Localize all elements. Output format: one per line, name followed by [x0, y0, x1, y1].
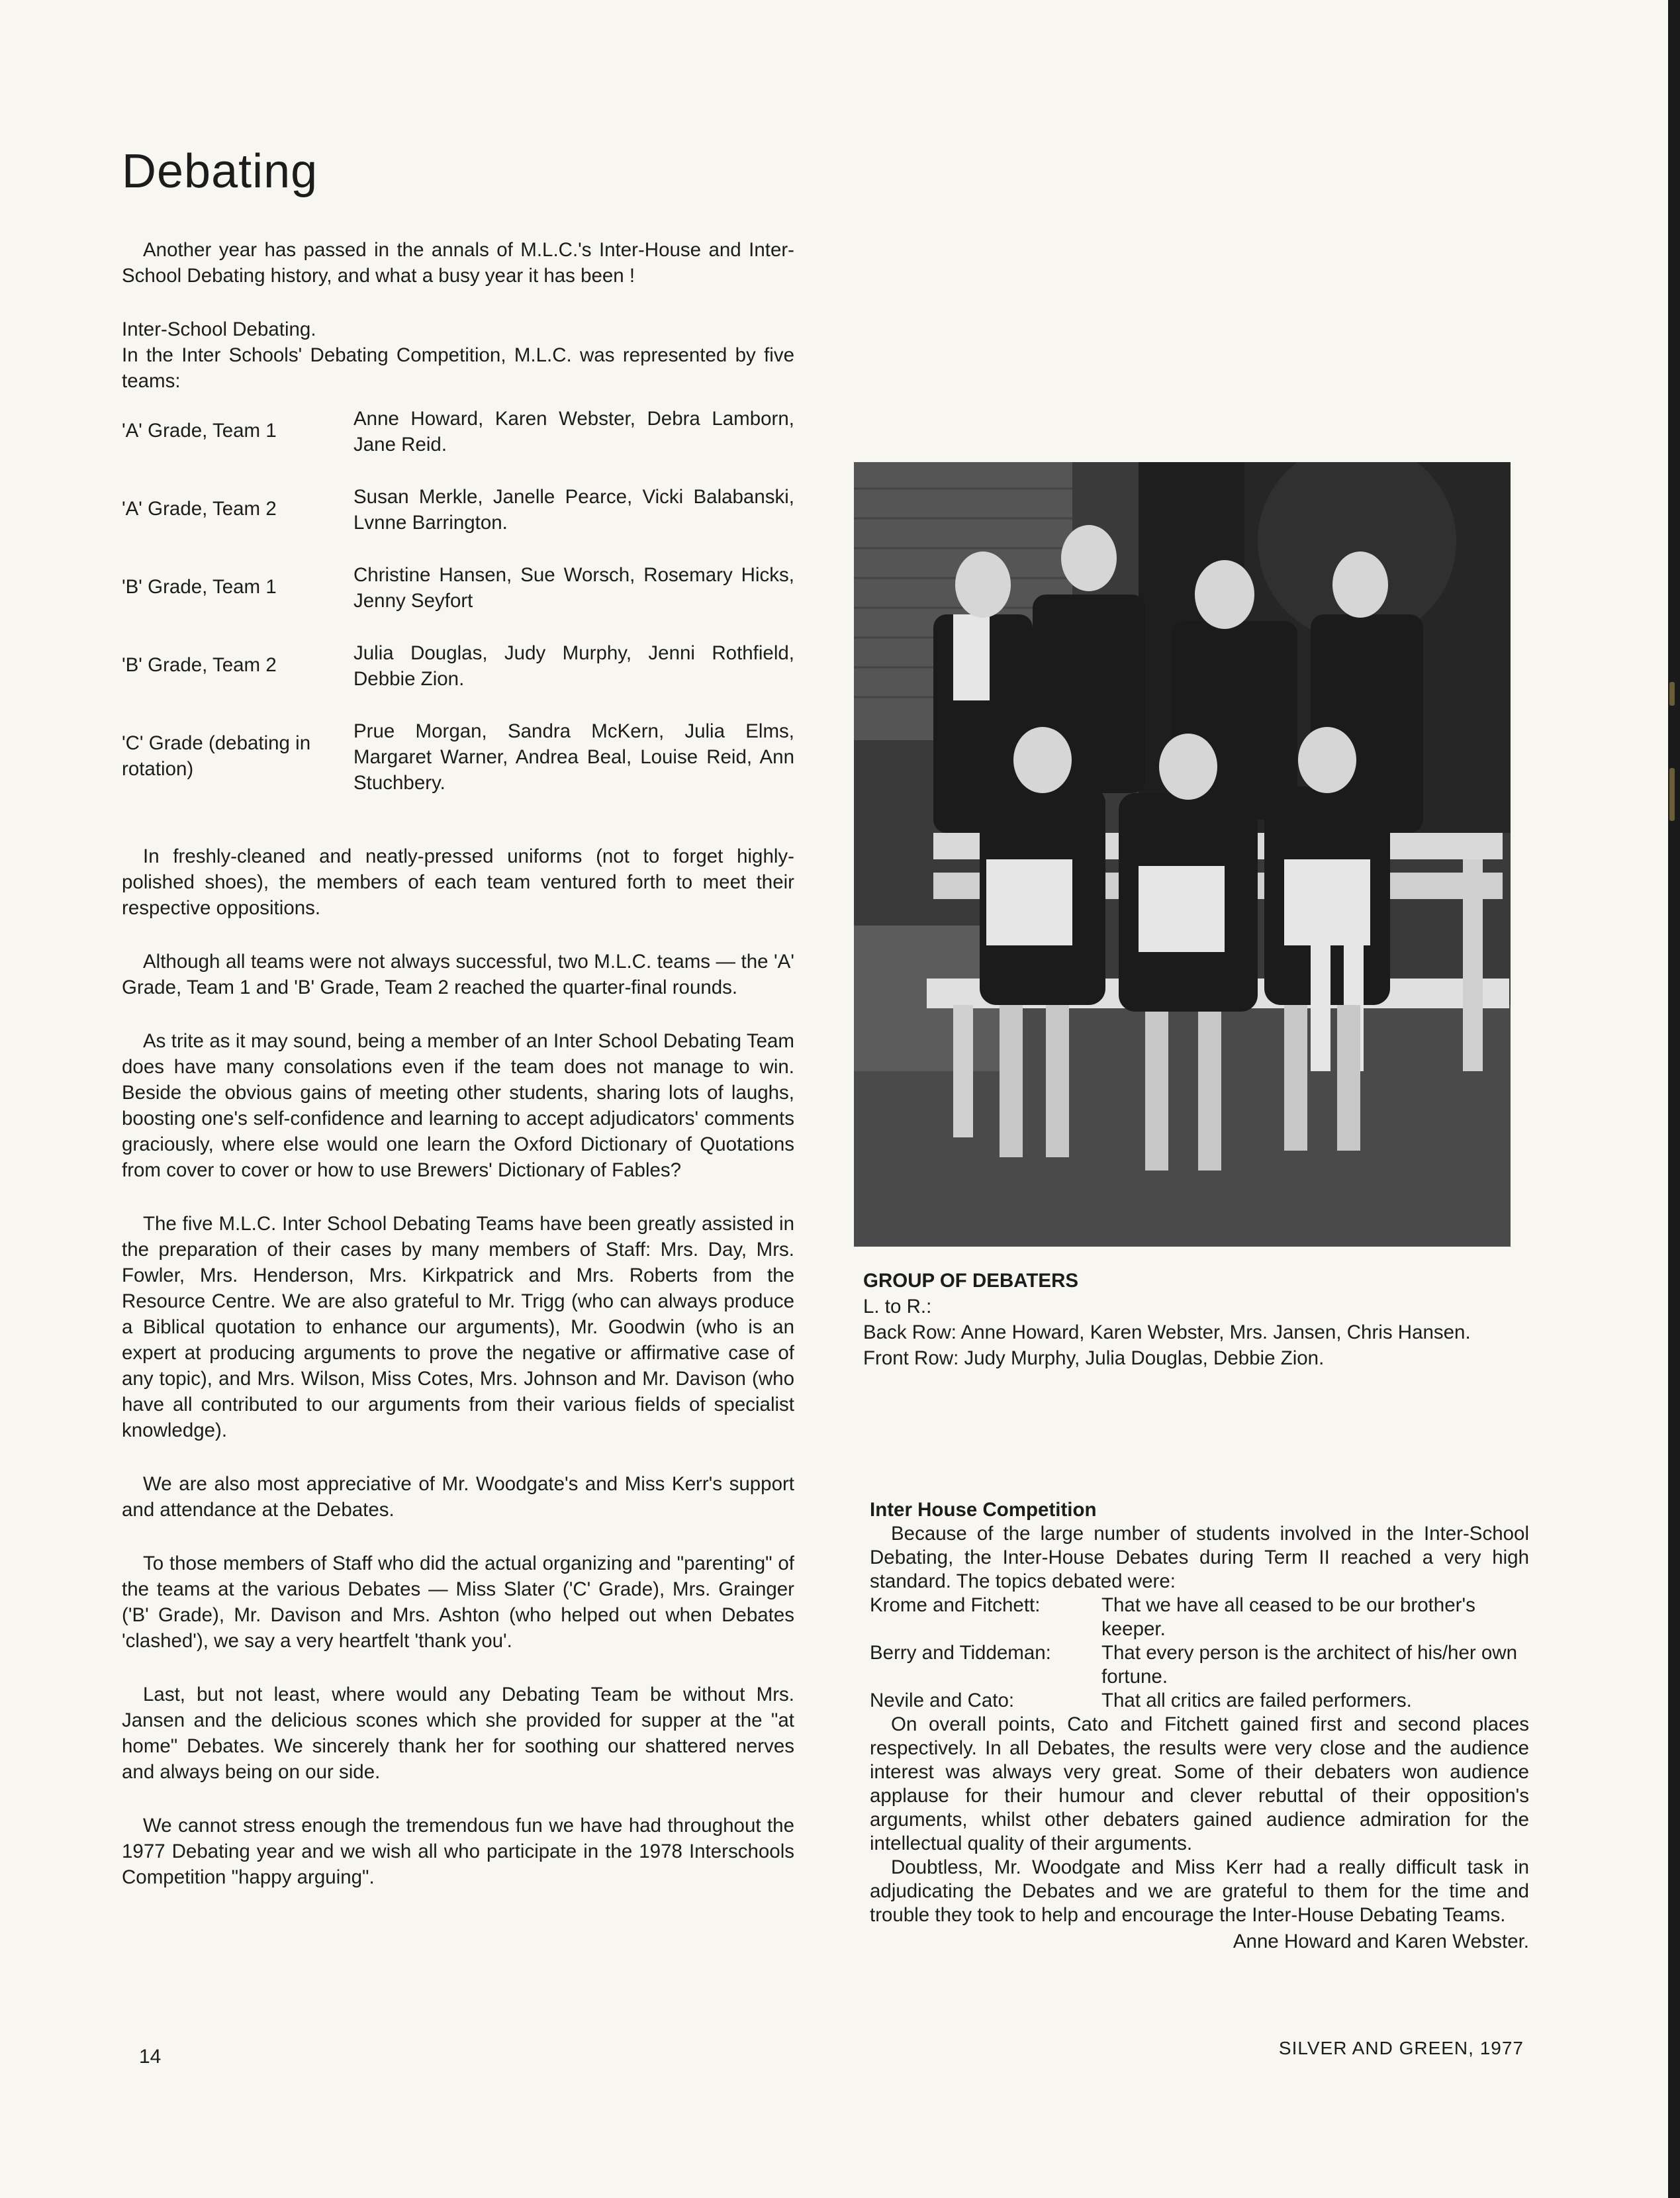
topic-houses: Nevile and Cato:: [870, 1690, 1015, 1711]
body-paragraph: The five M.L.C. Inter School Debating Teams have been greatly assisted in the preparation of their cases by many members of Staff: Mrs. Day, Mrs. Fowler, Mrs. Henderson, Mrs. Kirkpatrick and Mrs. Roberts from the Resource Centre. We are also grateful to Mr. Trigg (who can always produce a Biblical quotation to enhance our arguments), Mr. Goodwin (who is an expert at producing arguments to prove the negative or affirmative case of any topic), and Mrs. Wilson, Miss Cotes, Mrs. Johnson and Mr. Davison (who have all contributed to our arguments from their various fields of specialist knowledge).: [122, 1213, 794, 1441]
body-paragraph: We cannot stress enough the tremendous fun we have had throughout the 1977 Debating year and we wish all who participate in the 1978 Interschools Competition "happy arguing".: [122, 1815, 794, 1888]
caption-heading: GROUP OF DEBATERS: [863, 1270, 1079, 1292]
body-paragraph: To those members of Staff who did the actual organizing and "parenting" of the teams at the various Debates — Miss Slater ('C' Grade), Mrs. Grainger ('B' Grade), Mr. Davison and Mrs. Ashton (who helped out when Debates 'clashed'), we say a very heartfelt 'thank you'.: [122, 1553, 794, 1652]
topic-row: [870, 1641, 1529, 1689]
topic-text: That we have all ceased to be our brother's keeper.: [1101, 1594, 1475, 1640]
team-members: Julia Douglas, Judy Murphy, Jenni Rothfield, Debbie Zion.: [353, 642, 794, 690]
caption-front-row: Front Row: Judy Murphy, Julia Douglas, Debbie Zion.: [863, 1347, 1325, 1369]
topic-text: That every person is the architect of his/her own fortune.: [1101, 1642, 1517, 1688]
team-row: [122, 406, 794, 457]
inter-school-heading: Inter-School Debating.: [122, 318, 316, 340]
body-paragraph: We are also most appreciative of Mr. Woodgate's and Miss Kerr's support and attendance at the Debates.: [122, 1473, 794, 1521]
caption-back-row: Back Row: Anne Howard, Karen Webster, Mrs. Jansen, Chris Hansen.: [863, 1321, 1471, 1343]
inter-house-thanks: Doubtless, Mr. Woodgate and Miss Kerr had a really difficult task in adjudicating the Debates and we are grateful to them for the time and trouble they took to help and encourage the Inter-House Debating Teams.: [870, 1856, 1529, 1926]
binding-mark: [1669, 768, 1675, 821]
inter-house-section: [870, 1498, 1529, 1954]
team-members: Christine Hansen, Sue Worsch, Rosemary Hicks, Jenny Seyfort: [353, 564, 794, 612]
topic-text: That all critics are failed performers.: [1101, 1690, 1412, 1711]
inter-house-intro: Because of the large number of students involved in the Inter-School Debating, the Inter-House Debates during Term II reached a very high standard. The topics debated were:: [870, 1523, 1529, 1592]
team-grade: 'B' Grade, Team 1: [122, 576, 277, 598]
teams-list: [122, 406, 794, 796]
publication-title: SILVER AND GREEN, 1977: [1278, 2038, 1524, 2058]
team-grade: 'C' Grade (debating in rotation): [122, 732, 311, 780]
photo-caption: [863, 1268, 1529, 1371]
body-paragraph: Last, but not least, where would any Debating Team be without Mrs. Jansen and the delicious scones which she provided for supper at the "at home" Debates. We sincerely thank her for soothing our shattered nerves and always being on our side.: [122, 1684, 794, 1783]
intro-paragraph: Another year has passed in the annals of M.L.C.'s Inter-House and Inter-School Debating history, and what a busy year it has been !: [122, 239, 794, 287]
topic-row: [870, 1594, 1529, 1641]
page-title: Debating: [122, 145, 318, 198]
topic-houses: Krome and Fitchett:: [870, 1594, 1041, 1616]
body-paragraph: In freshly-cleaned and neatly-pressed uniforms (not to forget highly-polished shoes), the members of each team ventured forth to meet their respective oppositions.: [122, 845, 794, 919]
signature: Anne Howard and Karen Webster.: [1233, 1931, 1529, 1952]
caption-order: L. to R.:: [863, 1296, 932, 1317]
body-paragraph: As trite as it may sound, being a member of an Inter School Debating Team does have many consolations even if the team does not manage to win. Beside the obvious gains of meeting other students, sharing lots of laughs, boosting one's self-confidence and learning to accept adjudicators' comments graciously, where else would one learn the Oxford Dictionary of Quotations from cover to cover or how to use Brewers' Dictionary of Fables?: [122, 1030, 794, 1181]
body-paragraph: Although all teams were not always successful, two M.L.C. teams — the 'A' Grade, Team 1 and 'B' Grade, Team 2 reached the quarter-final rounds.: [122, 951, 794, 998]
binding-mark: [1669, 682, 1675, 706]
team-members: Prue Morgan, Sandra McKern, Julia Elms, Margaret Warner, Andrea Beal, Louise Reid, Ann Stuchbery.: [353, 720, 794, 794]
page-number: 14: [139, 2046, 162, 2068]
team-grade: 'A' Grade, Team 1: [122, 420, 277, 442]
topic-houses: Berry and Tiddeman:: [870, 1642, 1051, 1664]
main-column: [122, 237, 794, 1918]
team-members: Anne Howard, Karen Webster, Debra Lamborn, Jane Reid.: [353, 408, 794, 455]
group-photo: [854, 462, 1511, 1247]
topic-row: [870, 1689, 1529, 1713]
team-row: [122, 718, 794, 796]
inter-house-results: On overall points, Cato and Fitchett gained first and second places respectively. In all Debates, the results were very close and the audience interest was always very great. Some of their debaters won audience applause for their humour and clever rebuttal of their opposition's arguments, whilst other debaters gained audience admiration for the intellectual quality of their arguments.: [870, 1713, 1529, 1854]
team-members: Susan Merkle, Janelle Pearce, Vicki Balabanski, Lvnne Barrington.: [353, 486, 794, 534]
team-row: [122, 562, 794, 614]
team-grade: 'A' Grade, Team 2: [122, 498, 277, 520]
team-row: [122, 484, 794, 536]
inter-house-heading: Inter House Competition: [870, 1499, 1097, 1521]
group-photo-image: [854, 462, 1511, 1247]
inter-school-lead: In the Inter Schools' Debating Competition, M.L.C. was represented by five teams:: [122, 344, 794, 392]
team-grade: 'B' Grade, Team 2: [122, 654, 277, 676]
team-row: [122, 640, 794, 692]
